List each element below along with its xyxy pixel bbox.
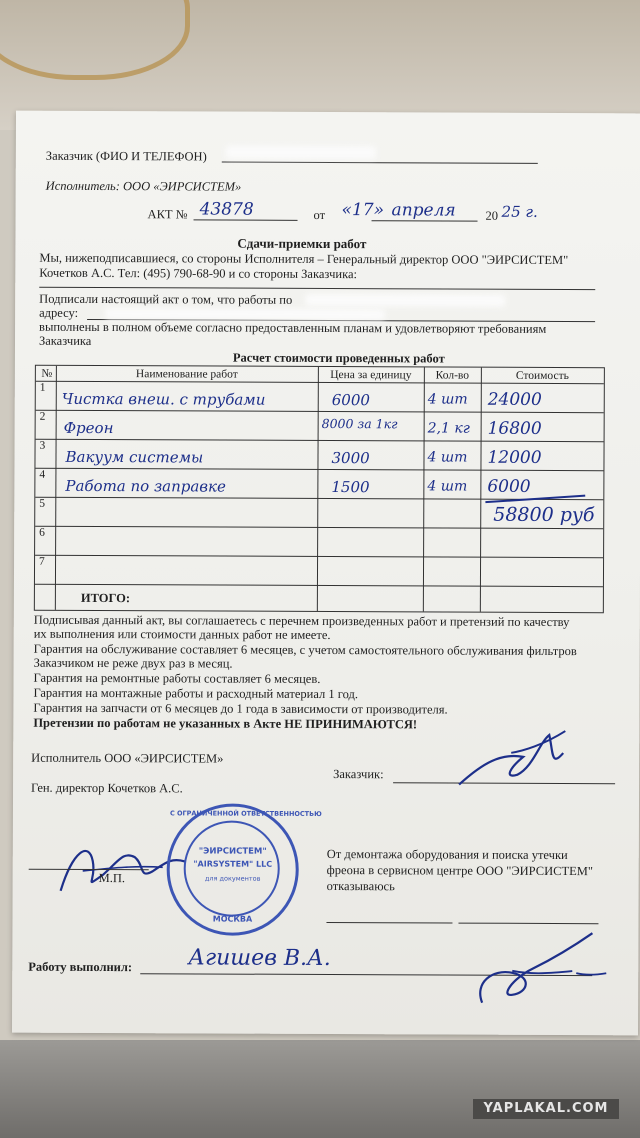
- table-col-divider: [317, 367, 319, 611]
- row-2-qty: 2,1 кг: [427, 420, 470, 437]
- seal-name-en: "AIRSYSTEM" LLC: [193, 859, 273, 869]
- row-1-qty: 4 шт: [427, 391, 468, 408]
- row-1-cost: 24000: [487, 389, 542, 410]
- row-4-qty: 4 шт: [427, 478, 468, 495]
- table-total-label: ИТОГО:: [80, 590, 131, 606]
- seal-ring-top-text: С ОГРАНИЧЕННОЙ ОТВЕТСТВЕННОСТЬЮ: [169, 809, 322, 818]
- customer-signature-label: Заказчик:: [333, 767, 384, 782]
- row-number: 2: [39, 410, 46, 423]
- table-row-divider: [35, 584, 603, 587]
- table-header-num: №: [41, 367, 53, 380]
- act-label: АКТ №: [147, 207, 188, 222]
- row-1-name: Чистка внеш. с трубами: [61, 389, 266, 409]
- intro-line-4: адресу:: [39, 305, 79, 320]
- row-4-cost: 6000: [487, 476, 531, 497]
- terms-line-7: Гарантия на запчасти от 6 месяцев до 1 года в зависимости от производителя.: [33, 700, 448, 717]
- act-number-line: [194, 219, 298, 220]
- table-header-cost: Стоимость: [515, 369, 569, 383]
- seal-ring-bottom-text: МОСКВА: [212, 914, 253, 924]
- row-1-price: 6000: [331, 391, 370, 410]
- seal-for-documents: для документов: [204, 874, 261, 883]
- document-title: Сдачи-приемки работ: [237, 235, 367, 252]
- intro-line-2: Кочетков А.С. Тел: (495) 790-68-90 и со стороны Заказчика:: [39, 265, 358, 282]
- row-2-cost: 16800: [487, 418, 542, 439]
- table-header-qty: Кол-во: [435, 369, 470, 382]
- row-number: 6: [39, 526, 45, 539]
- executor-signature-label: Исполнитель ООО «ЭИРСИСТЕМ»: [31, 750, 224, 766]
- row-number: 4: [39, 468, 46, 481]
- customer-line: [222, 162, 538, 164]
- act-year-prefix: 20: [485, 208, 499, 223]
- redacted-address-2: [105, 308, 385, 320]
- table-row-divider: [35, 526, 603, 529]
- intro-line-1: Мы, нижеподписавшиеся, со стороны Исполнителя – Генеральный директор ООО "ЭИРСИСТЕМ": [39, 250, 569, 268]
- terms-line-2: их выполнения или стоимости данных работ не имеете.: [33, 626, 331, 643]
- terms-line-5: Гарантия на ремонтные работы составляет 6 месяцев.: [33, 670, 321, 686]
- refusal-line-3: отказываюсь: [326, 879, 395, 894]
- redacted-address-1: [305, 294, 505, 307]
- row-number: 5: [39, 497, 46, 510]
- act-from-label: от: [313, 207, 326, 222]
- redacted-customer-name: [226, 146, 376, 160]
- row-4-name: Работа по заправке: [65, 476, 226, 496]
- refusal-date-line: [326, 922, 452, 924]
- seal-name-ru: "ЭИРСИСТЕМ": [198, 846, 267, 857]
- row-3-cost: 12000: [487, 447, 542, 468]
- table-header-price: Цена за единицу: [330, 369, 412, 382]
- desk-background-bottom: [0, 1040, 640, 1138]
- act-day: «17»: [341, 200, 385, 221]
- refusal-line-2: фреона в сервисном центре ООО "ЭИРСИСТЕМ": [326, 863, 593, 879]
- row-number: 3: [39, 439, 46, 452]
- handwritten-total: 58800 руб: [493, 503, 595, 527]
- table-row-divider: [36, 410, 604, 413]
- row-4-price: 1500: [331, 478, 370, 497]
- row-3-name: Вакуум системы: [65, 447, 204, 467]
- intro-line-6: Заказчика: [38, 333, 92, 348]
- act-month: апреля: [391, 200, 456, 221]
- table-col-divider: [423, 367, 425, 611]
- row-number: 7: [39, 555, 45, 568]
- company-seal: [166, 803, 322, 936]
- table-row-divider: [36, 439, 604, 442]
- refusal-line-1: От демонтажа оборудования и поиска утечки: [326, 847, 568, 863]
- terms-line-6: Гарантия на монтажные работы и расходный материал 1 год.: [33, 685, 359, 702]
- customer-signature: [453, 723, 573, 794]
- act-year-suffix: 25 г.: [501, 202, 538, 221]
- row-2-name: Фреон: [63, 418, 114, 438]
- terms-warning: Претензии по работам не указанных в Акте НЕ ПРИНИМАЮТСЯ!: [33, 715, 418, 732]
- worker-name: Агишев В.А.: [188, 945, 331, 972]
- table-col-divider: [480, 368, 482, 612]
- intro-line-5: выполнены в полном объеме согласно предоставленным планам и удовлетворяют требованиям: [39, 319, 547, 336]
- row-number: 1: [39, 381, 46, 394]
- executor-label: Исполнитель: ООО «ЭИРСИСТЕМ»: [45, 178, 242, 194]
- intro-blank-line: [39, 287, 595, 290]
- row-3-price: 3000: [331, 449, 370, 468]
- table-header-name: Наименование работ: [135, 368, 238, 381]
- act-number: 43878: [199, 199, 254, 220]
- table-row-divider: [35, 555, 603, 558]
- worker-label: Работу выполнил:: [28, 959, 133, 975]
- act-month-line: [372, 220, 478, 221]
- mp-label: М.П.: [98, 871, 126, 886]
- row-2-price: 8000 за 1кг: [321, 415, 398, 432]
- terms-line-1: Подписывая данный акт, вы соглашаетесь с перечнем произведенных работ и претензий по качеству: [33, 612, 570, 630]
- customer-label: Заказчик (ФИО И ТЕЛЕФОН): [45, 148, 207, 164]
- table-caption: Расчет стоимости проведенных работ: [232, 350, 445, 366]
- director-label: Ген. директор Кочетков А.С.: [31, 780, 183, 796]
- worker-signature: [472, 923, 612, 1014]
- table-row-divider: [35, 468, 603, 471]
- row-3-qty: 4 шт: [427, 449, 468, 466]
- works-table: [34, 365, 605, 613]
- intro-line-3: Подписали настоящий акт о том, что работы по: [39, 291, 293, 307]
- watermark-badge: YAPLAKAL.COM: [473, 1099, 619, 1119]
- act-document: [12, 111, 640, 1036]
- terms-line-4: Заказчиком не реже двух раз в месяц.: [33, 655, 233, 671]
- terms-line-3: Гарантия на обслуживание составляет 6 месяцев, с учетом самостоятельного обслуживания фильтров: [33, 641, 577, 659]
- table-col-divider: [55, 366, 57, 610]
